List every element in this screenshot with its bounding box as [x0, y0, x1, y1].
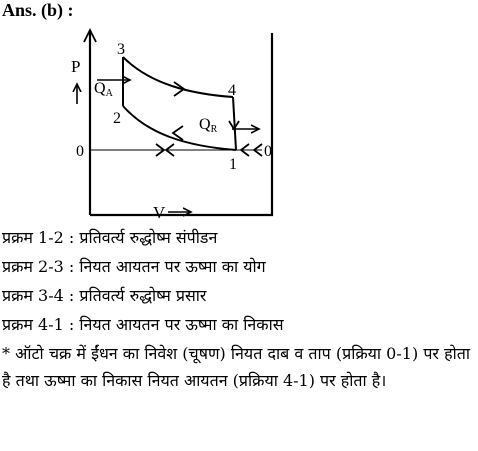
- otto-cycle-pv-diagram: [0, 0, 478, 225]
- point-label-1: 1: [229, 156, 237, 173]
- point-label-0: 0: [264, 143, 272, 160]
- heat-in-label: QA: [94, 80, 113, 99]
- heat-out-label: QR: [199, 116, 218, 135]
- point-label-2: 2: [113, 110, 121, 127]
- heat-rejection-line-4-1: [233, 97, 236, 150]
- process-1-2: प्रक्रम 1-2 : प्रतिवर्त्य रुद्धोष्म संपीडन: [2, 228, 218, 247]
- p-axis-label: P: [71, 57, 81, 76]
- process-2-3: प्रक्रम 2-3 : नियत आयतन पर ऊष्मा का योग: [2, 257, 266, 276]
- process-4-1: प्रक्रम 4-1 : नियत आयतन पर ऊष्मा का निकास: [2, 315, 284, 334]
- process-list: [2, 223, 284, 339]
- point-label-3: 3: [117, 41, 125, 58]
- otto-cycle-note: * ऑटो चक्र में ईंधन का निवेश (चूषण) नियत दाब व ताप (प्रक्रिया 0-1) पर होता है तथा ऊष्मा का निकास नियत आयतन (प्रक्रिया 4-1) पर होता है।: [2, 344, 470, 390]
- origin-label: 0: [76, 143, 84, 160]
- process-3-4: प्रक्रम 3-4 : प्रतिवर्त्य रुद्धोष्म प्रसार: [2, 286, 207, 305]
- point-label-4: 4: [228, 82, 236, 99]
- expansion-curve-3-4: [123, 57, 233, 97]
- answer-label: Ans. (b) :: [2, 0, 74, 20]
- v-axis-label: V: [153, 203, 166, 222]
